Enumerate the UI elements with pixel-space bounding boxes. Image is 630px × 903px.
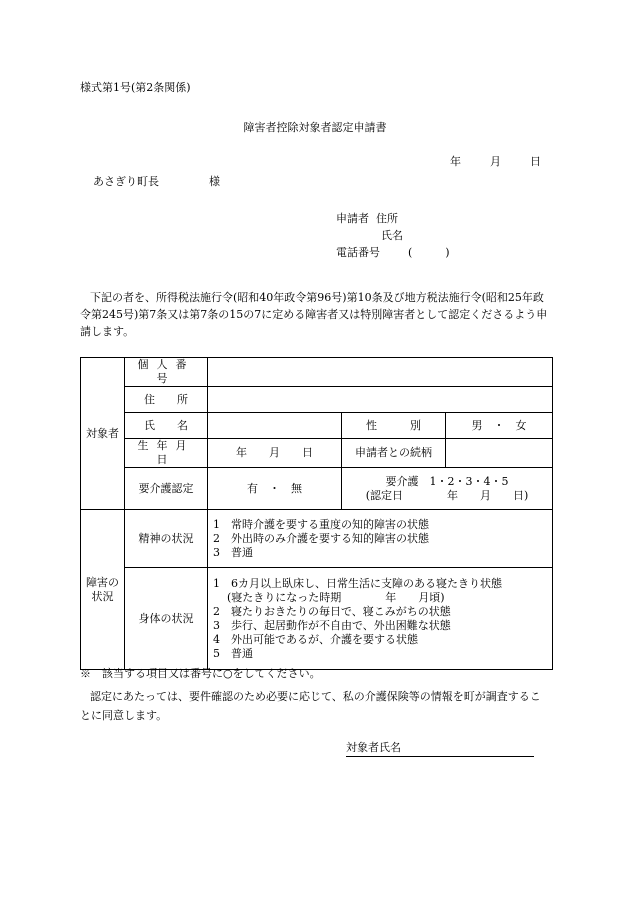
addressee bbox=[93, 175, 220, 189]
sex-options[interactable]: 男 ・ 女 bbox=[446, 413, 553, 439]
date-day: 日 bbox=[530, 155, 541, 168]
personal-number-field[interactable] bbox=[208, 358, 553, 387]
date-month: 月 bbox=[490, 155, 501, 168]
care-level: 要介護 1・2・3・4・5 bbox=[385, 474, 509, 488]
name-label: 氏 名 bbox=[125, 413, 208, 439]
physical-item-period: (寝たきりになった時期 年 月頃) bbox=[227, 590, 445, 604]
physical-item: 2 寝たりおきたりの毎日で、寝こみがちの状態 bbox=[213, 604, 451, 618]
address-label: 住 所 bbox=[125, 387, 208, 413]
physical-item: 4 外出可能であるが、介護を要する状態 bbox=[213, 632, 418, 646]
mental-item: 2 外出時のみ介護を要する知的障害の状態 bbox=[213, 531, 429, 545]
care-level-cell[interactable] bbox=[342, 468, 553, 510]
address-field[interactable] bbox=[208, 387, 553, 413]
signature-line[interactable] bbox=[346, 756, 534, 757]
care-cert-date: (認定日 年 月 日) bbox=[365, 488, 529, 502]
addressee-honorific: 様 bbox=[209, 175, 220, 188]
subject-table bbox=[80, 357, 553, 670]
applicant-phone-paren: ( ) bbox=[408, 246, 450, 259]
personal-number-label: 個人番号 bbox=[125, 358, 208, 387]
applicant-phone-label: 電話番号 bbox=[336, 246, 380, 259]
instruction-note: ※ 該当する項目又は番号に○をしてください。 bbox=[80, 667, 321, 680]
birth-date-label: 生年月日 bbox=[125, 439, 208, 468]
physical-item: 5 普通 bbox=[213, 646, 253, 660]
consent-paragraph: 認定にあたっては、要件確認のため必要に応じて、私の介護保険等の情報を町が調査することに同意します。 bbox=[80, 690, 541, 722]
applicant-address-label: 住所 bbox=[376, 212, 398, 225]
application-date bbox=[450, 155, 541, 169]
mental-status-label: 精神の状況 bbox=[125, 510, 208, 568]
form-number: 様式第1号(第2条関係) bbox=[80, 81, 191, 94]
applicant-name-label: 氏名 bbox=[381, 229, 403, 242]
physical-status-label: 身体の状況 bbox=[125, 568, 208, 670]
applicant-label: 申請者 bbox=[336, 212, 369, 225]
addressee-name: あさぎり町長 bbox=[93, 175, 159, 188]
mental-status-options[interactable] bbox=[208, 510, 553, 568]
mental-item: 3 普通 bbox=[213, 545, 253, 559]
mental-item: 1 常時介護を要する重度の知的障害の状態 bbox=[213, 517, 429, 531]
date-year: 年 bbox=[450, 155, 461, 168]
care-cert-options[interactable]: 有 ・ 無 bbox=[208, 468, 342, 510]
relation-label: 申請者との続柄 bbox=[342, 439, 446, 468]
physical-item: 1 6カ月以上臥床し、日常生活に支障のある寝たきり状態 bbox=[213, 576, 502, 590]
relation-field[interactable] bbox=[446, 439, 553, 468]
document-title: 障害者控除対象者認定申請書 bbox=[243, 121, 387, 134]
physical-item: 3 歩行、起居動作が不自由で、外出困難な状態 bbox=[213, 618, 451, 632]
signer-label: 対象者氏名 bbox=[346, 741, 401, 754]
physical-status-options[interactable] bbox=[208, 568, 553, 670]
request-paragraph: 下記の者を、所得税法施行令(昭和40年政令第96号)第10条及び地方税法施行令(昭和25年政令第245号)第7条又は第7条の15の7に定める障害者又は特別障害者として認定くださるよう申請します。 bbox=[80, 291, 548, 338]
subject-group-label: 対象者 bbox=[81, 358, 125, 510]
applicant-block bbox=[336, 212, 450, 263]
care-cert-label: 要介護認定 bbox=[125, 468, 208, 510]
birth-date-field[interactable]: 年 月 日 bbox=[208, 439, 342, 468]
name-field[interactable] bbox=[208, 413, 342, 439]
disability-group-label: 障害の状況 bbox=[81, 510, 125, 670]
sex-label: 性 別 bbox=[342, 413, 446, 439]
